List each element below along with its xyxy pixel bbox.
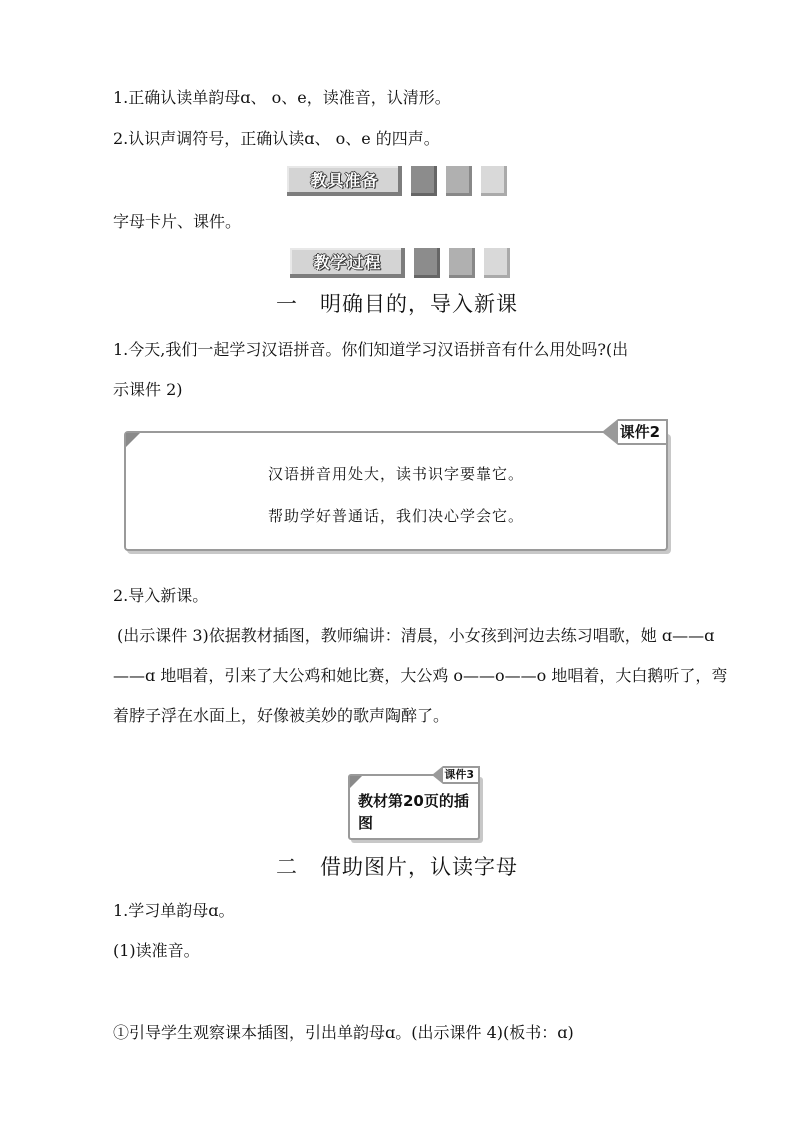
- banner-square: [411, 166, 437, 196]
- courseware-3-box: [348, 768, 480, 840]
- section-2-paragraph-3: ①引导学生观察课本插图，引出单韵母ɑ。(出示课件 4)(板书：ɑ): [113, 1023, 574, 1042]
- section-2-paragraph-2: (1)读准音。: [113, 941, 200, 960]
- courseware-2-tag-label: 课件2: [618, 419, 668, 445]
- section-1-title: 一 明确目的，导入新课: [276, 292, 518, 316]
- prep-banner-label: 教具准备: [287, 166, 402, 196]
- tag-arrow: [602, 419, 618, 445]
- objective-1: 1.正确认读单韵母ɑ、 o、e，读准音，认清形。: [113, 88, 451, 107]
- courseware-2-line-2: 帮助学好普通话，我们决心学会它。: [267, 507, 524, 525]
- section-2-paragraph-1: 1.学习单韵母ɑ。: [113, 901, 235, 920]
- banner-square: [449, 248, 475, 278]
- courseware-3-body: 教材第20页的插图: [358, 792, 469, 832]
- section-1-paragraph-2: 2.导入新课。: [113, 586, 209, 605]
- section-1-paragraph-1-line-2: 示课件 2): [113, 380, 183, 399]
- process-banner-label: 教学过程: [290, 248, 405, 278]
- prep-content: 字母卡片、课件。: [113, 212, 242, 231]
- prep-banner: [287, 166, 507, 196]
- banner-square: [481, 166, 507, 196]
- objective-2: 2.认识声调符号，正确认读ɑ、 o、e 的四声。: [113, 129, 440, 148]
- courseware-2-box: [124, 423, 668, 551]
- courseware-2-line-1: 汉语拼音用处大，读书识字要靠它。: [267, 465, 524, 483]
- courseware-2-tag: [602, 419, 668, 445]
- courseware-3-tag: [432, 766, 480, 784]
- section-1-paragraph-3: (出示课件 3)依据教材插图，教师编讲：清晨，小女孩到河边去练习唱歌，她 ɑ——ɑ——ɑ 地唱着，引来了大公鸡和她比赛，大公鸡 o——o——o 地唱着，大白鹅听了，弯着脖子浮在水面上，好像被美妙的歌声陶醉了。: [113, 626, 728, 725]
- courseware-3-tag-label: 课件3: [443, 766, 480, 784]
- corner-mark: [350, 776, 362, 788]
- section-2-title: 二 借助图片，认读字母: [276, 855, 518, 879]
- banner-square: [484, 248, 510, 278]
- section-1-paragraph-1-line-1: 1.今天,我们一起学习汉语拼音。你们知道学习汉语拼音有什么用处吗?(出: [113, 340, 629, 359]
- banner-square: [446, 166, 472, 196]
- banner-square: [414, 248, 440, 278]
- corner-mark: [126, 433, 140, 447]
- tag-arrow: [432, 766, 443, 784]
- process-banner: [290, 248, 510, 278]
